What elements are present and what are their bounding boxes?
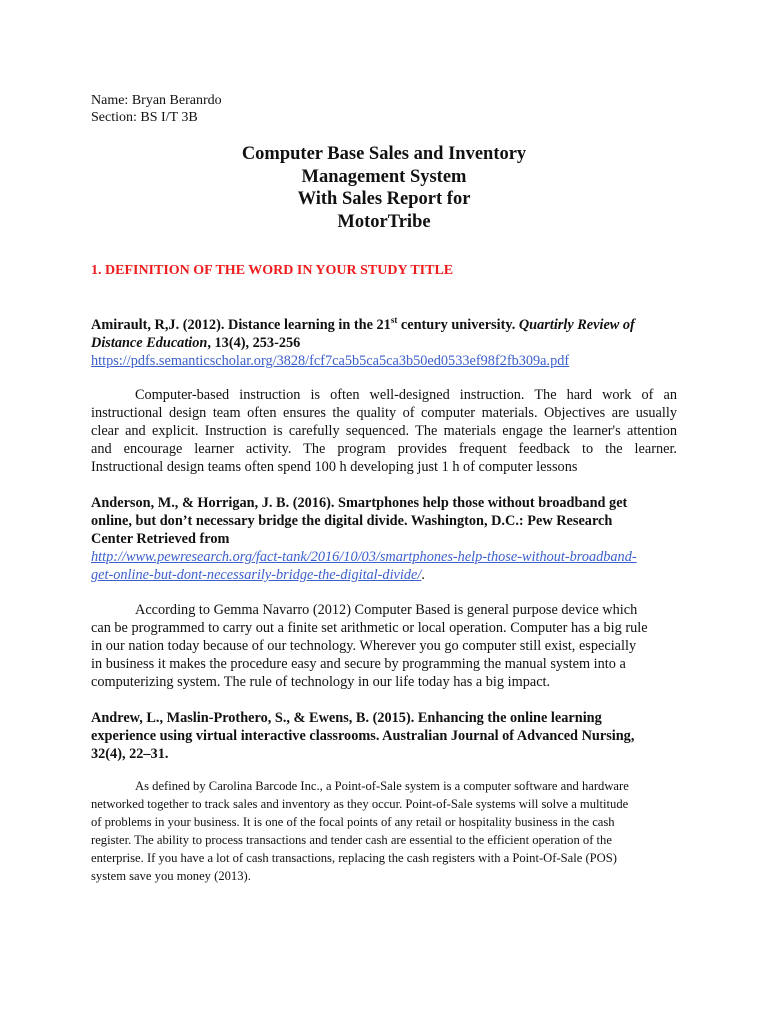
student-name: Name: Bryan Beranrdo <box>91 93 222 108</box>
paragraph-line: enterprise. If you have a lot of cash transactions, replacing the cash registers with a Point-Of-Sale (POS) <box>91 851 617 865</box>
reference-amirault <box>91 316 681 370</box>
paragraph-line: can be programmed to carry out a finite set arithmetic or local operation. Computer has a big rule <box>91 620 648 636</box>
reference-link[interactable]: get-online-but-dont-necessarily-bridge-the-digital-divide/ <box>91 567 422 583</box>
title-line-3: With Sales Report for <box>297 189 471 209</box>
paragraph-line: Computer-based instruction is often well-designed instruction. The hard work of an <box>135 387 677 403</box>
paragraph-line: in our nation today because of our technology. Wherever you go computer still exist, especially <box>91 638 637 654</box>
reference-text: . <box>421 567 425 583</box>
reference-link[interactable]: https://pdfs.semanticscholar.org/3828/fcf7ca5b5ca5ca3b50ed0533ef98f2fb309a.pdf <box>91 353 570 369</box>
paragraph-line: system save you money (2013). <box>91 869 251 883</box>
paragraph-computer-based-definition <box>91 601 677 691</box>
paragraph-line: Instructional design teams often spend 100 h developing just 1 h of computer lessons <box>91 459 578 475</box>
reference-line <box>91 334 681 352</box>
paragraph-line: clear and explicit. Instruction is carefully sequenced. The materials engage the learner's attention <box>91 423 677 439</box>
journal-title: Quartirly Review of <box>518 317 635 333</box>
paragraph-line: register. The ability to process transactions and tender cash are essential to the efficient operation of the <box>91 833 612 847</box>
paragraph-line: and encourage learner activity. The program provides frequent feedback to the learner. <box>91 441 677 457</box>
student-info <box>91 92 222 126</box>
title-line-2: Management System <box>301 166 467 187</box>
reference-text: Amirault, R,J. (2012). Distance learning in the 21 <box>91 317 391 333</box>
reference-line: Center Retrieved from <box>91 531 230 547</box>
reference-text: century university. <box>397 317 519 333</box>
title-line-1: Computer Base Sales and Inventory <box>241 144 527 164</box>
paragraph-line: of problems in your business. It is one of the focal points of any retail or hospitality business in the cash <box>91 815 615 829</box>
reference-link[interactable]: http://www.pewresearch.org/fact-tank/2016/10/03/smartphones-help-those-without-broadband- <box>91 549 637 565</box>
title-line-4: MotorTribe <box>337 211 431 232</box>
reference-line: online, but don’t necessary bridge the digital divide. Washington, D.C.: Pew Research <box>91 513 613 529</box>
reference-line <box>91 316 681 334</box>
reference-line: Anderson, M., & Horrigan, J. B. (2016). Smartphones help those without broadband get <box>91 495 628 511</box>
paragraph-line: computerizing system. The rule of technology in our life today has a big impact. <box>91 674 551 690</box>
paragraph-line: in business it makes the procedure easy and secure by programming the manual system into a <box>91 656 626 672</box>
paragraph-point-of-sale <box>91 777 677 885</box>
paragraph-line: instructional design team often ensures the quality of computer materials. Objectives are usually <box>91 405 677 421</box>
section-heading: 1. DEFINITION OF THE WORD IN YOUR STUDY TITLE <box>91 263 454 278</box>
journal-title: Distance Education <box>91 335 208 351</box>
reference-text: , 13(4), 253-256 <box>207 335 301 351</box>
paragraph-computer-based-instruction <box>91 386 677 476</box>
paragraph-line: networked together to track sales and inventory as they occur. Point-of-Sale systems will solve a multitude <box>91 797 629 811</box>
reference-andrew <box>91 709 681 763</box>
reference-line: 32(4), 22–31. <box>91 746 169 762</box>
superscript: st <box>390 315 398 326</box>
student-section: Section: BS I/T 3B <box>91 110 198 125</box>
reference-line: Andrew, L., Maslin-Prothero, S., & Ewens, B. (2015). Enhancing the online learning <box>91 710 602 726</box>
reference-line: experience using virtual interactive classrooms. Australian Journal of Advanced Nursing, <box>91 728 635 744</box>
reference-anderson <box>91 494 681 584</box>
paragraph-line: According to Gemma Navarro (2012) Computer Based is general purpose device which <box>135 602 638 618</box>
paragraph-line: As defined by Carolina Barcode Inc., a Point-of-Sale system is a computer software and hardware <box>135 779 629 793</box>
document-title <box>120 143 648 233</box>
